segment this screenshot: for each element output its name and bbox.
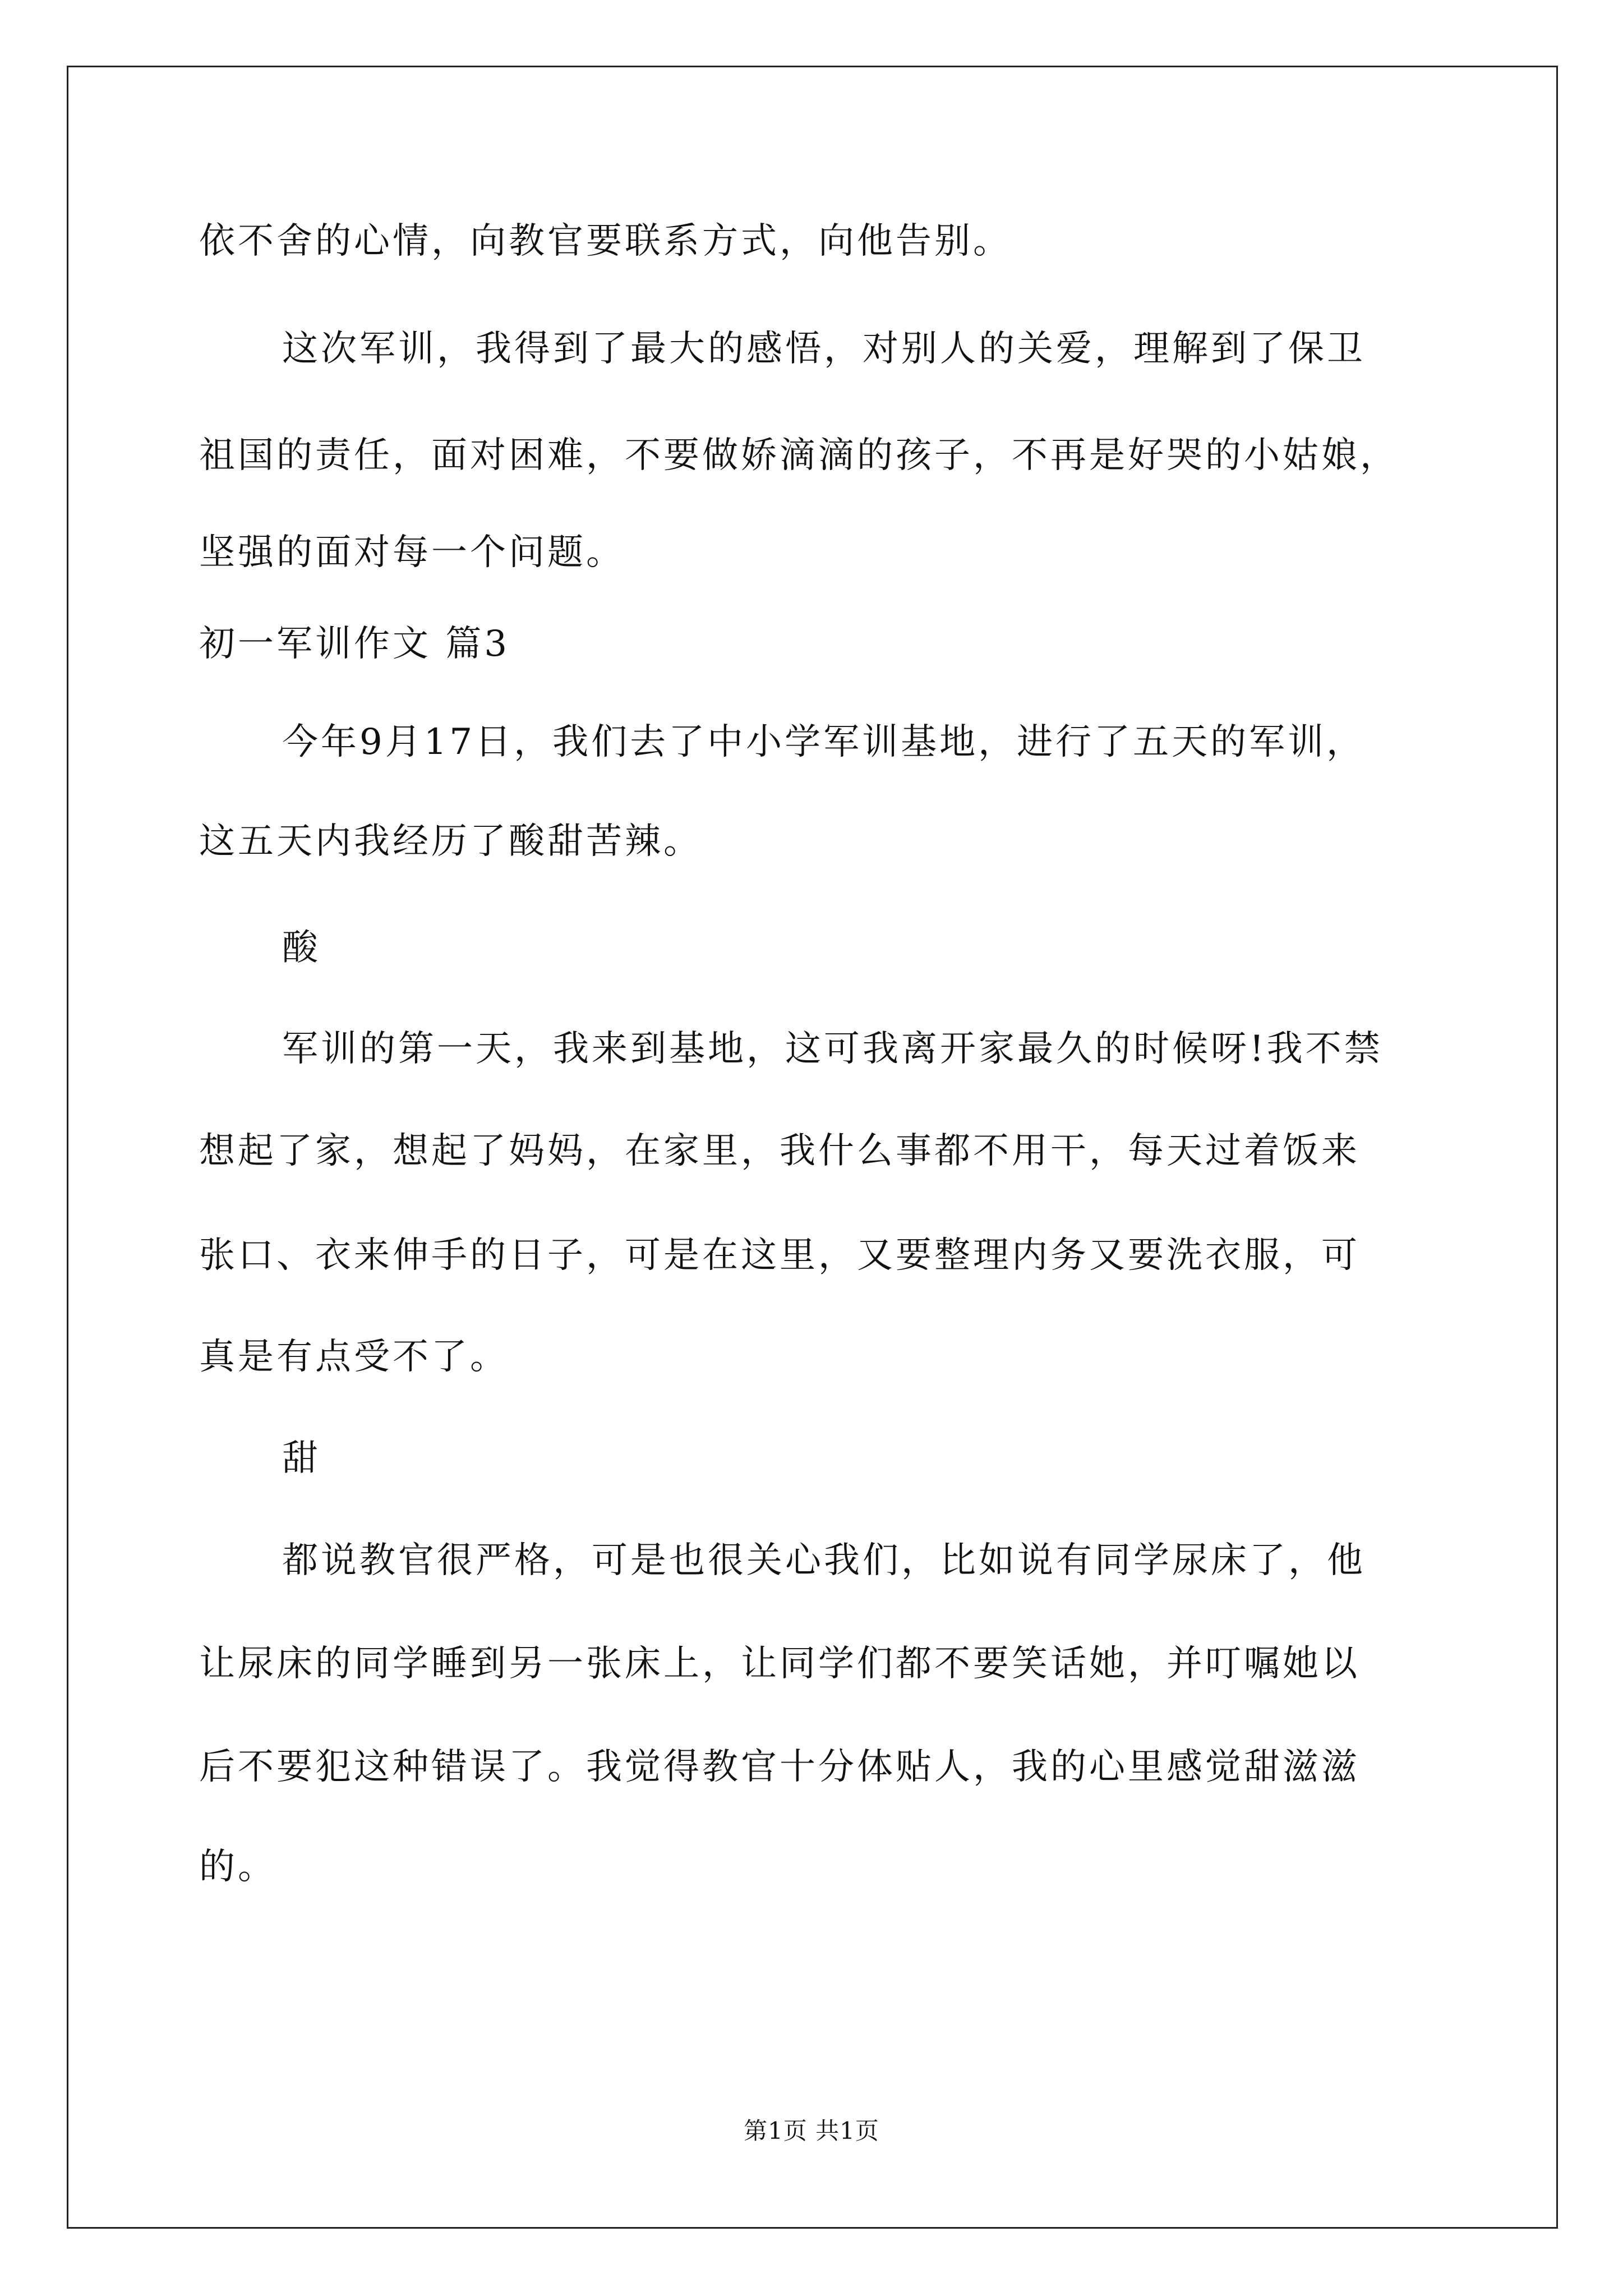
text-line: 军训的第一天，我来到基地，这可我离开家最久的时候呀!我不禁 [282,1028,1383,1070]
text-line: 这五天内我经历了酸甜苦辣。 [199,821,702,862]
subheading-sour: 酸 [282,927,321,969]
text-line: 后不要犯这种错误了。我觉得教官十分体贴人，我的心里感觉甜滋滋 [199,1746,1360,1788]
section-heading: 初一军训作文 篇3 [199,623,510,665]
text-line: 的。 [199,1846,276,1888]
text-line: 这次军训，我得到了最大的感悟，对别人的关爱，理解到了保卫 [282,328,1366,370]
text-line: 让尿床的同学睡到另一张床上，让同学们都不要笑话她，并叮嘱她以 [199,1643,1360,1685]
text-line: 今年9月17日，我们去了中小学军训基地，进行了五天的军训， [282,721,1366,763]
text-line: 真是有点受不了。 [199,1336,509,1378]
text-line: 依不舍的心情，向教官要联系方式，向他告别。 [199,220,1012,262]
text-line: 坚强的面对每一个问题。 [199,532,625,573]
page-footer: 第1页 共1页 [744,2117,879,2145]
text-line: 想起了家，想起了妈妈，在家里，我什么事都不用干，每天过着饭来 [199,1130,1360,1172]
text-line: 张口、衣来伸手的日子，可是在这里，又要整理内务又要洗衣服，可 [199,1235,1360,1276]
text-line: 祖国的责任，面对困难，不要做娇滴滴的孩子，不再是好哭的小姑娘， [199,435,1399,476]
text-line: 都说教官很严格，可是也很关心我们，比如说有同学尿床了，他 [282,1540,1366,1581]
subheading-sweet: 甜 [282,1438,321,1479]
